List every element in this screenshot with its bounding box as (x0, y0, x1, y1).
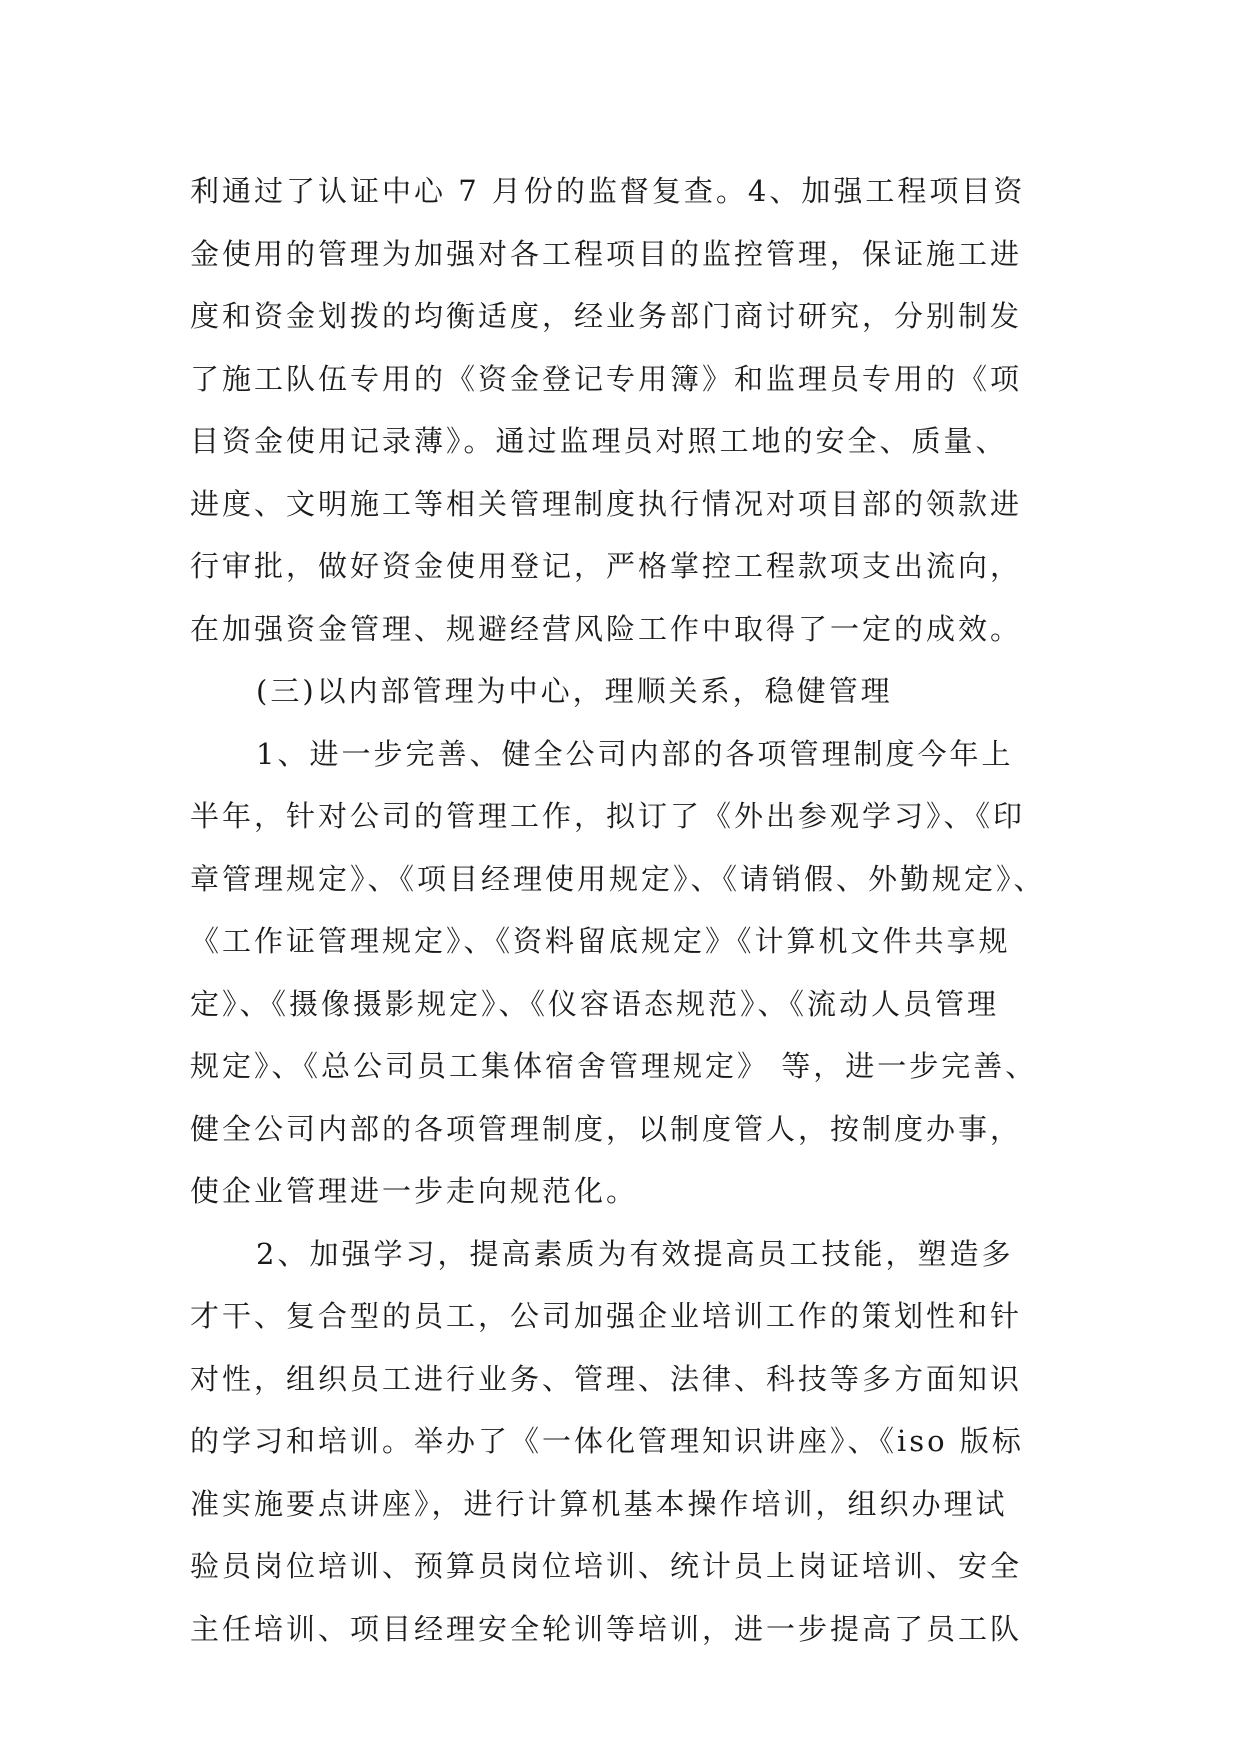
text-line: 对性，组织员工进行业务、管理、法律、科技等多方面知识 (190, 1361, 1023, 1396)
text-line: 2、加强学习，提高素质为有效提高员工技能，塑造多 (256, 1236, 1014, 1271)
text-line: 使企业管理进一步走向规范化。 (190, 1174, 639, 1208)
section-heading: (三)以内部管理为中心，理顺关系，稳健管理 (256, 674, 893, 708)
text-line: 验员岗位培训、预算员岗位培训、统计员上岗证培训、安全 (190, 1549, 1023, 1583)
text-line: 进度、文明施工等相关管理制度执行情况对项目部的领款进 (190, 486, 1023, 521)
text-line: 行审批，做好资金使用登记，严格掌控工程款项支出流向， (190, 549, 1023, 583)
text-line: 健全公司内部的各项管理制度，以制度管人，按制度办事， (190, 1111, 1023, 1146)
text-line: 规定》、《总公司员工集体宿舍管理规定》 等，进一步完善、 (190, 1049, 1038, 1083)
text-line: 金使用的管理为加强对各工程项目的监控管理，保证施工进 (190, 236, 1023, 271)
text-line: 目资金使用记录薄》。通过监理员对照工地的安全、质量、 (190, 424, 1008, 458)
text-line: 才干、复合型的员工，公司加强企业培训工作的策划性和针 (190, 1299, 1023, 1333)
text-line: 章管理规定》、《项目经理使用规定》、《请销假、外勤规定》、 (190, 861, 1046, 896)
text-line: 了施工队伍专用的《资金登记专用簿》和监理员专用的《项 (190, 361, 1023, 396)
text-line: 《工作证管理规定》、《资料留底规定》《计算机文件共享规 (190, 924, 1011, 958)
text-line: 准实施要点讲座》，进行计算机基本操作培训，组织办理试 (190, 1486, 1008, 1521)
text-line: 1、进一步完善、健全公司内部的各项管理制度今年上 (256, 736, 1014, 771)
text-line: 的学习和培训。举办了《一体化管理知识讲座》、《iso 版标 (190, 1424, 1024, 1458)
text-line: 半年，针对公司的管理工作，拟订了《外出参观学习》、《印 (190, 799, 1026, 833)
text-line: 主任培训、项目经理安全轮训等培训，进一步提高了员工队 (190, 1611, 1023, 1646)
body-text (190, 160, 1070, 1660)
text-line: 利通过了认证中心 7 月份的监督复查。4、加强工程项目资 (190, 174, 1026, 208)
text-line: 定》、《摄像摄影规定》、《仪容语态规范》、《流动人员管理 (190, 986, 1000, 1021)
text-line: 在加强资金管理、规避经营风险工作中取得了一定的成效。 (190, 611, 1023, 646)
text-line: 度和资金划拨的均衡适度，经业务部门商讨研究，分别制发 (190, 299, 1023, 333)
